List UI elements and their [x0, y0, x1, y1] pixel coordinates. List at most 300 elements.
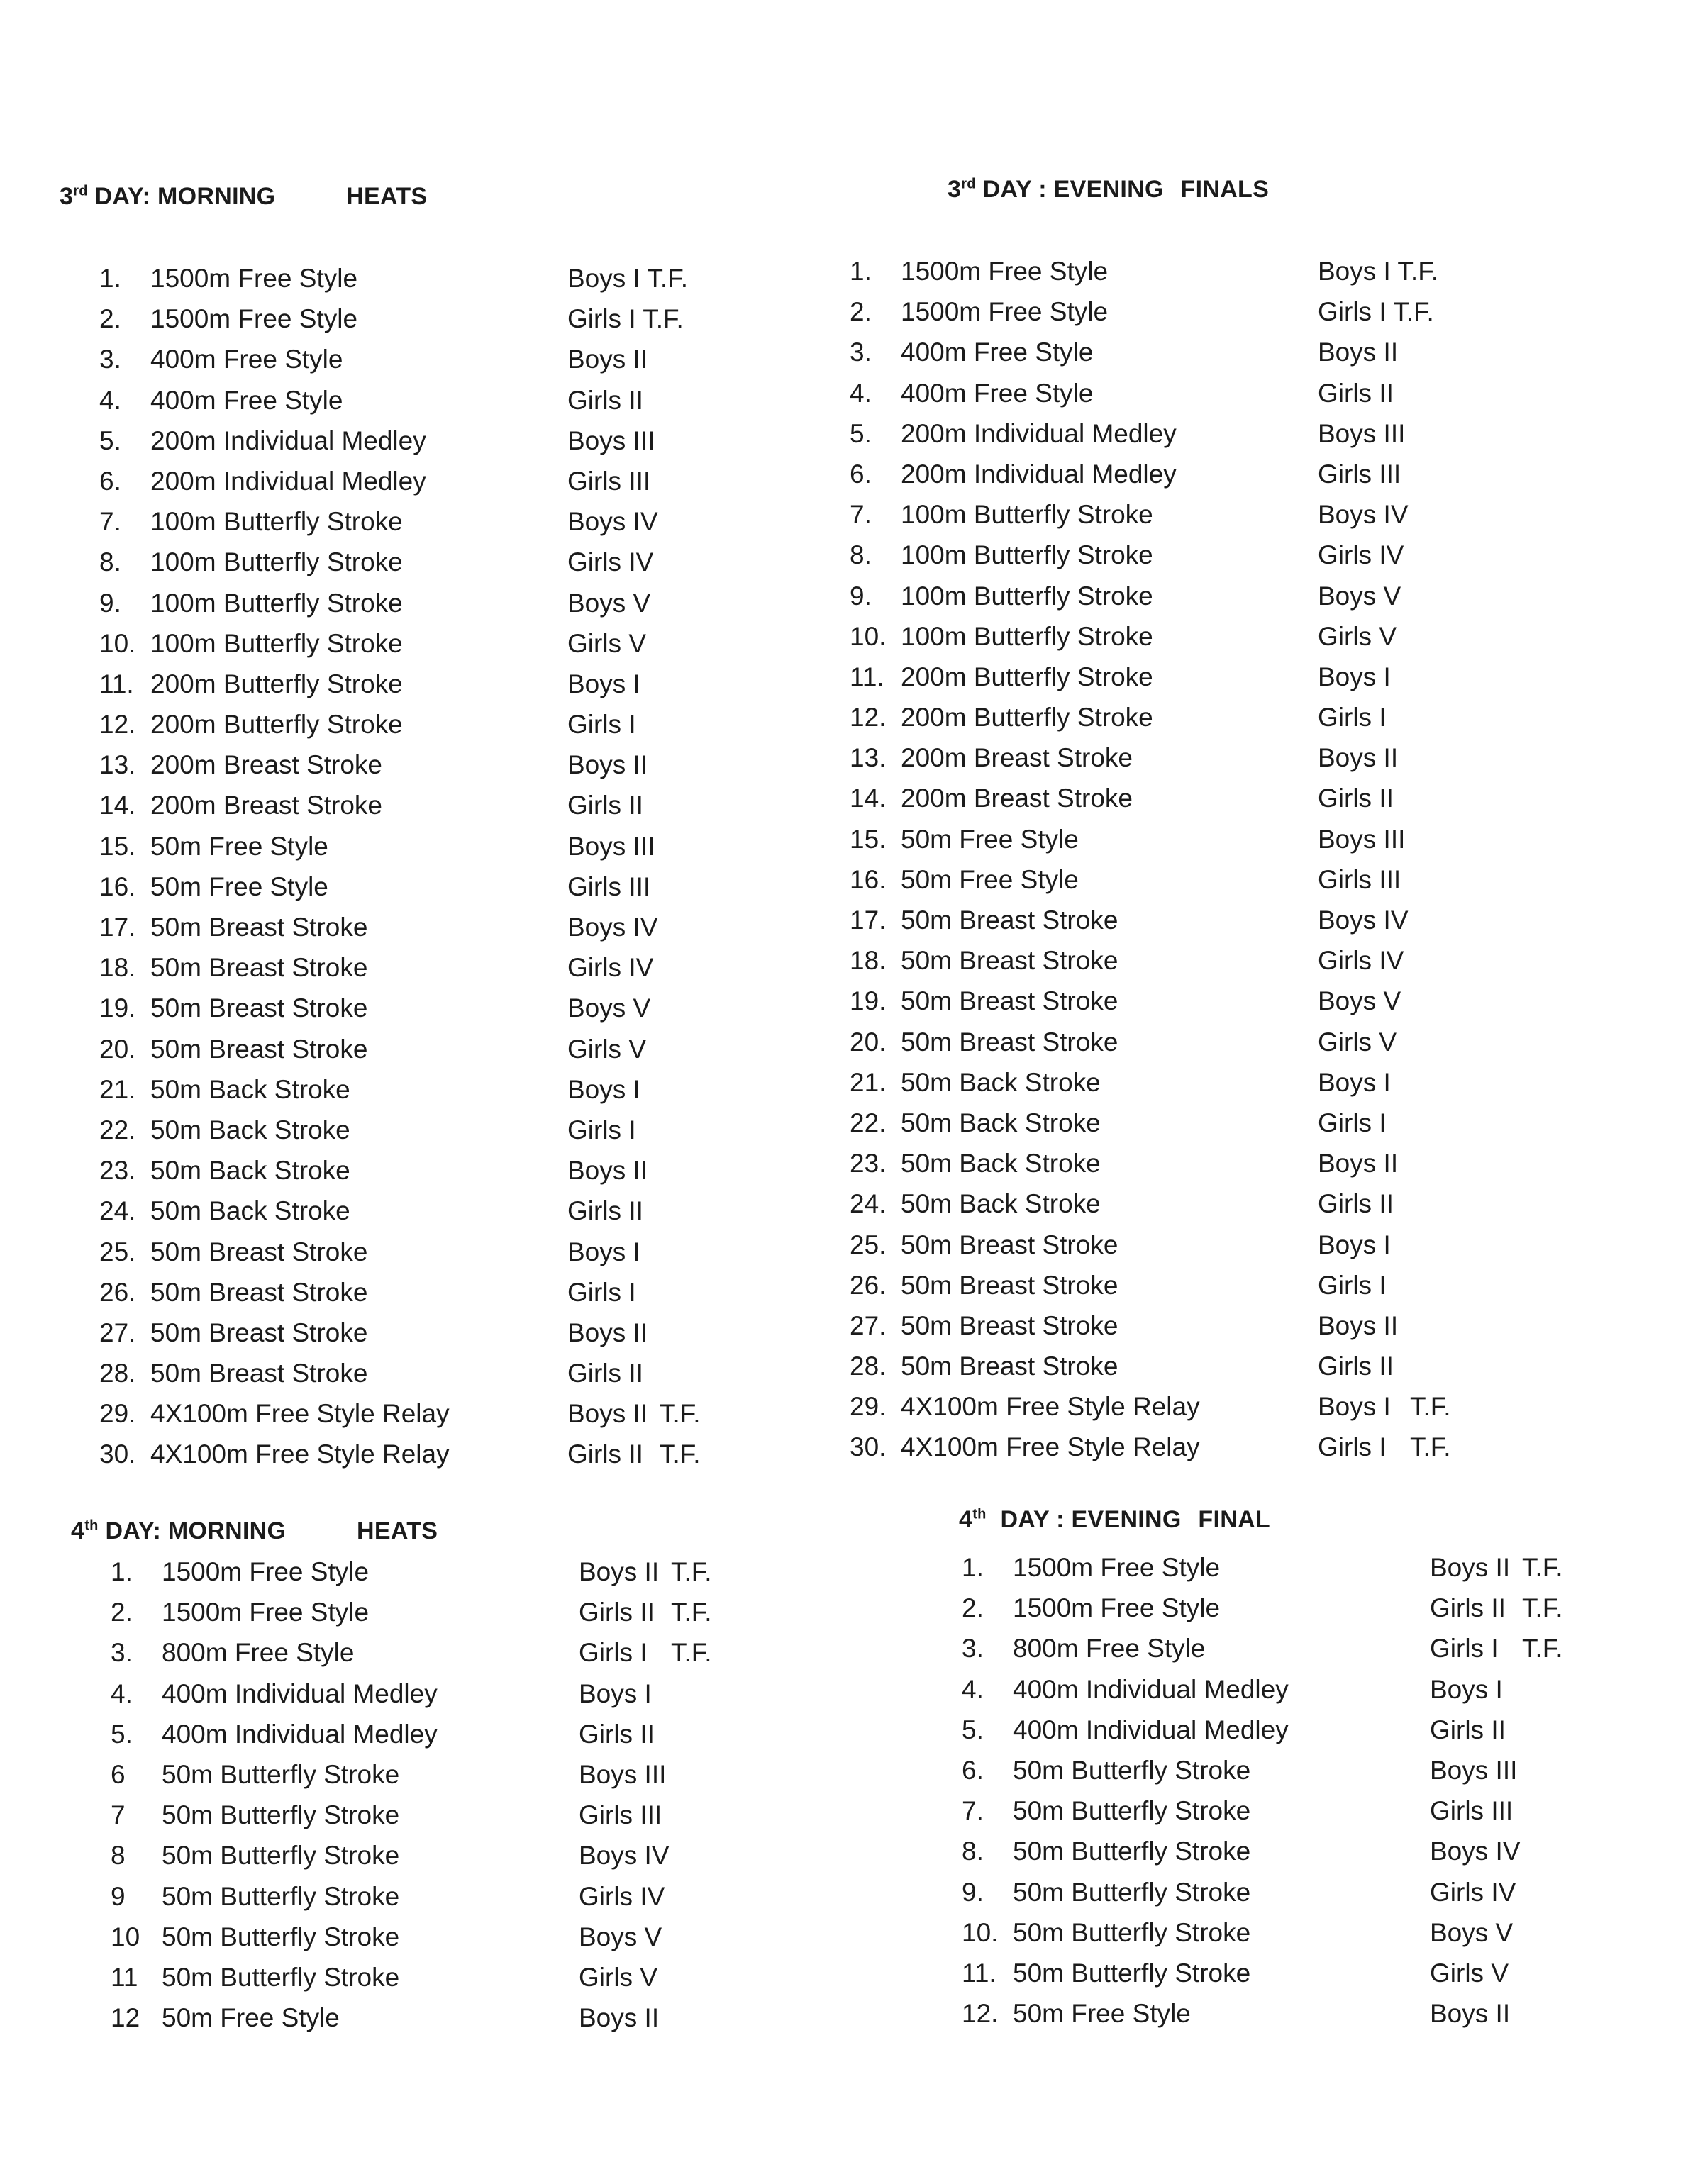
event-row [111, 1800, 848, 1841]
event-name: 50m Back Stroke [901, 1108, 1101, 1137]
event-category: Boys IV [1318, 906, 1409, 935]
event-row [99, 1196, 837, 1237]
event-number: 22. [99, 1115, 136, 1144]
event-number: 29. [850, 1392, 887, 1422]
event-row [99, 1399, 837, 1439]
event-name: 50m Back Stroke [150, 1115, 350, 1144]
event-name: 50m Butterfly Stroke [162, 1800, 400, 1830]
event-row [99, 345, 837, 385]
event-number: 12. [850, 703, 887, 732]
event-category: Boys V [1318, 986, 1401, 1016]
event-number: 8. [850, 540, 872, 570]
event-number: 19. [99, 993, 136, 1023]
event-category: Girls II [1318, 1189, 1394, 1219]
event-name: 400m Free Style [901, 378, 1094, 408]
event-name: 200m Breast Stroke [901, 743, 1133, 773]
event-row [99, 1359, 837, 1399]
event-row [850, 1068, 1587, 1108]
event-number: 20. [850, 1027, 887, 1057]
event-name: 50m Back Stroke [901, 1067, 1101, 1097]
event-number: 1. [111, 1557, 133, 1586]
event-name: 400m Free Style [901, 338, 1094, 367]
event-number: 21. [99, 1074, 136, 1104]
event-number: 14. [850, 784, 887, 813]
event-category: Girls II [579, 1719, 655, 1749]
section-title: DAY: MORNING [105, 1517, 287, 1544]
event-name: 50m Butterfly Stroke [162, 1962, 400, 1992]
event-name: 50m Breast Stroke [150, 993, 368, 1023]
event-number: 9. [99, 588, 121, 618]
event-name: 50m Free Style [162, 2003, 340, 2033]
event-number: 27. [99, 1317, 136, 1347]
event-name: 400m Individual Medley [162, 1719, 438, 1749]
event-row [850, 1108, 1587, 1149]
event-number: 5. [99, 425, 121, 455]
event-category: Girls II [567, 1359, 643, 1388]
event-category: Boys IV [1430, 1837, 1521, 1866]
event-number: 6. [99, 466, 121, 496]
timed-final-mark: T.F. [660, 1439, 701, 1469]
event-row [962, 1675, 1671, 1715]
event-number: 3. [850, 338, 872, 367]
event-name: 50m Breast Stroke [150, 1277, 368, 1307]
event-category: Girls II [1318, 784, 1394, 813]
day-number: 3 [60, 183, 74, 210]
event-number: 2. [99, 304, 121, 334]
day-suffix: rd [961, 176, 976, 192]
event-name: 400m Individual Medley [1013, 1674, 1289, 1704]
event-number: 5. [850, 418, 872, 448]
event-row [962, 1878, 1671, 1918]
event-name: 50m Butterfly Stroke [1013, 1755, 1251, 1785]
event-row [850, 906, 1587, 946]
section-heading [959, 1506, 1270, 1534]
event-row [850, 986, 1587, 1027]
timed-final-mark: T.F. [660, 1399, 701, 1429]
section-title: DAY: MORNING [94, 183, 276, 210]
section-heading [71, 1517, 438, 1545]
event-number: 10. [850, 621, 887, 651]
event-name: 400m Free Style [150, 385, 343, 415]
event-category: Boys I T.F. [1318, 257, 1438, 286]
event-row [850, 1189, 1587, 1230]
event-number: 3. [99, 345, 121, 374]
event-category: Girls III [567, 466, 651, 496]
day-suffix: rd [73, 183, 88, 199]
day-suffix: th [84, 1517, 99, 1534]
event-category: Boys I [1318, 1067, 1391, 1097]
event-row [962, 1715, 1671, 1756]
event-number: 12. [99, 710, 136, 740]
event-number: 17. [99, 913, 136, 942]
event-row [962, 1837, 1671, 1877]
event-name: 50m Free Style [1013, 1999, 1191, 2029]
event-number: 30. [850, 1432, 887, 1462]
event-name: 50m Butterfly Stroke [1013, 1958, 1251, 1988]
event-number: 6 [111, 1759, 126, 1789]
event-row [111, 1963, 848, 2003]
event-category: Girls II [1430, 1715, 1506, 1744]
event-name: 200m Breast Stroke [150, 791, 382, 820]
event-number: 11 [111, 1962, 138, 1992]
event-row [850, 257, 1587, 297]
event-number: 2. [111, 1598, 133, 1627]
event-category: Boys IV [579, 1841, 670, 1871]
event-row [850, 540, 1587, 581]
event-category: Boys III [579, 1759, 667, 1789]
event-category: Girls II [567, 791, 643, 820]
event-name: 50m Butterfly Stroke [162, 1759, 400, 1789]
event-row [111, 1760, 848, 1800]
event-row [111, 1638, 848, 1678]
event-number: 26. [99, 1277, 136, 1307]
event-number: 8. [99, 547, 121, 577]
event-row [962, 1553, 1671, 1593]
event-name: 50m Free Style [901, 864, 1079, 894]
event-name: 800m Free Style [162, 1638, 355, 1668]
event-number: 21. [850, 1067, 887, 1097]
event-number: 6. [850, 459, 872, 489]
event-number: 11. [962, 1958, 996, 1988]
event-row [111, 1922, 848, 1963]
event-name: 50m Butterfly Stroke [162, 1881, 400, 1911]
event-name: 50m Butterfly Stroke [1013, 1917, 1251, 1947]
event-row [99, 1156, 837, 1196]
day-number: 4 [71, 1517, 85, 1544]
event-row [850, 1271, 1587, 1311]
event-number: 7. [962, 1796, 984, 1826]
event-number: 17. [850, 906, 887, 935]
event-number: 30. [99, 1439, 136, 1469]
event-category: Girls V [1318, 621, 1397, 651]
event-row [99, 507, 837, 547]
event-number: 27. [850, 1310, 887, 1340]
event-name: 50m Back Stroke [150, 1196, 350, 1226]
event-category: Boys IV [567, 913, 658, 942]
event-name: 50m Breast Stroke [901, 1310, 1118, 1340]
event-row [99, 1439, 837, 1480]
event-category: Boys I [579, 1678, 652, 1708]
event-row [111, 2003, 848, 2044]
event-category: Girls V [579, 1962, 657, 1992]
event-category: Girls IV [1318, 946, 1404, 976]
day-suffix: th [972, 1506, 987, 1522]
event-name: 100m Butterfly Stroke [150, 628, 403, 658]
event-category: Boys II [1430, 1999, 1511, 2029]
event-name: 50m Back Stroke [901, 1189, 1101, 1219]
event-category: Boys I [567, 669, 640, 698]
event-number: 8. [962, 1837, 984, 1866]
event-category: Boys II [567, 1156, 648, 1186]
event-number: 10. [99, 628, 136, 658]
event-number: 4. [962, 1674, 984, 1704]
event-name: 100m Butterfly Stroke [901, 540, 1153, 570]
event-row [850, 419, 1587, 459]
section-heading [948, 176, 1269, 204]
event-name: 200m Butterfly Stroke [150, 710, 403, 740]
event-category: Girls I [579, 1638, 648, 1668]
event-name: 1500m Free Style [1013, 1593, 1221, 1623]
event-row [850, 581, 1587, 622]
section-title: DAY : EVENING [982, 176, 1164, 203]
event-row [850, 297, 1587, 338]
event-row [99, 791, 837, 831]
event-category: Boys V [567, 993, 651, 1023]
event-name: 400m Individual Medley [1013, 1715, 1289, 1744]
event-category: Boys III [567, 425, 655, 455]
event-number: 8 [111, 1841, 126, 1871]
event-name: 50m Breast Stroke [150, 913, 368, 942]
event-category: Girls II [567, 1439, 643, 1469]
event-number: 24. [850, 1189, 887, 1219]
event-category: Girls II [567, 385, 643, 415]
event-category: Boys V [1430, 1917, 1514, 1947]
event-category: Boys III [567, 831, 655, 861]
event-category: Girls III [1318, 459, 1401, 489]
event-category: Boys IV [1318, 500, 1409, 530]
event-row [99, 832, 837, 872]
section-heading [60, 183, 427, 211]
event-category: Girls IV [1318, 540, 1404, 570]
event-number: 10. [962, 1917, 999, 1947]
event-name: 50m Breast Stroke [150, 1237, 368, 1266]
event-category: Boys V [579, 1922, 662, 1951]
event-row [99, 426, 837, 467]
event-category: Boys II [567, 1317, 648, 1347]
event-name: 50m Breast Stroke [901, 1270, 1118, 1300]
event-row [850, 1432, 1587, 1473]
event-name: 4X100m Free Style Relay [150, 1439, 450, 1469]
event-number: 1. [850, 257, 872, 286]
event-category: Girls IV [567, 953, 654, 983]
event-name: 50m Butterfly Stroke [162, 1922, 400, 1951]
event-number: 11. [99, 669, 134, 698]
event-category: Girls III [567, 871, 651, 901]
event-category: Girls III [1318, 864, 1401, 894]
event-row [99, 1115, 837, 1156]
event-row [99, 304, 837, 345]
event-number: 5. [111, 1719, 133, 1749]
event-category: Girls II [579, 1598, 655, 1627]
event-name: 50m Butterfly Stroke [162, 1841, 400, 1871]
event-category: Boys I T.F. [567, 264, 688, 293]
event-category: Girls II [1318, 1352, 1394, 1381]
event-number: 12 [111, 2003, 140, 2033]
event-category: Boys II [567, 750, 648, 780]
event-category: Boys I [1318, 662, 1391, 691]
event-list [962, 1553, 1671, 2039]
event-number: 20. [99, 1034, 136, 1064]
event-row [962, 1593, 1671, 1634]
event-row [850, 703, 1587, 743]
event-row [99, 386, 837, 426]
event-category: Girls I [1318, 1432, 1387, 1462]
day-number: 3 [948, 176, 962, 203]
event-row [111, 1720, 848, 1760]
event-name: 200m Individual Medley [150, 425, 426, 455]
event-category: Girls IV [567, 547, 654, 577]
event-name: 4X100m Free Style Relay [901, 1432, 1200, 1462]
event-name: 50m Back Stroke [150, 1074, 350, 1104]
event-row [850, 500, 1587, 540]
event-name: 1500m Free Style [901, 297, 1109, 327]
event-category: Boys II [1430, 1553, 1511, 1582]
event-name: 50m Breast Stroke [150, 1359, 368, 1388]
event-number: 25. [99, 1237, 136, 1266]
event-row [962, 1756, 1671, 1796]
event-name: 50m Breast Stroke [901, 906, 1118, 935]
timed-final-mark: T.F. [671, 1638, 712, 1668]
event-category: Girls I T.F. [567, 304, 684, 334]
event-row [99, 1035, 837, 1075]
event-name: 4X100m Free Style Relay [150, 1399, 450, 1429]
event-row [99, 993, 837, 1034]
event-row [99, 547, 837, 588]
event-row [111, 1841, 848, 1881]
event-number: 29. [99, 1399, 136, 1429]
event-name: 400m Individual Medley [162, 1678, 438, 1708]
event-row [850, 1027, 1587, 1068]
event-row [99, 1278, 837, 1318]
event-row [850, 1230, 1587, 1271]
event-number: 18. [850, 946, 887, 976]
event-name: 100m Butterfly Stroke [150, 507, 403, 537]
event-number: 28. [99, 1359, 136, 1388]
event-number: 23. [99, 1156, 136, 1186]
event-row [99, 1075, 837, 1115]
event-row [850, 379, 1587, 419]
event-number: 25. [850, 1230, 887, 1259]
event-name: 400m Free Style [150, 345, 343, 374]
event-list [850, 257, 1587, 1473]
event-number: 5. [962, 1715, 984, 1744]
timed-final-mark: T.F. [1522, 1553, 1563, 1582]
event-number: 3. [111, 1638, 133, 1668]
event-name: 50m Free Style [150, 871, 328, 901]
event-row [962, 1959, 1671, 1999]
timed-final-mark: T.F. [671, 1557, 712, 1586]
event-name: 50m Butterfly Stroke [1013, 1796, 1251, 1826]
event-name: 200m Butterfly Stroke [901, 662, 1153, 691]
event-name: 50m Breast Stroke [901, 1027, 1118, 1057]
event-name: 50m Breast Stroke [150, 1034, 368, 1064]
event-name: 1500m Free Style [150, 264, 358, 293]
event-number: 14. [99, 791, 136, 820]
event-row [850, 784, 1587, 824]
event-category: Boys II [567, 1399, 648, 1429]
event-category: Girls IV [1430, 1877, 1516, 1907]
event-category: Boys V [1318, 581, 1401, 611]
event-category: Boys III [1430, 1755, 1518, 1785]
event-row [99, 1318, 837, 1359]
event-row [850, 1392, 1587, 1432]
event-category: Girls I [1318, 1108, 1387, 1137]
event-category: Girls I [1318, 703, 1387, 732]
event-row [99, 913, 837, 953]
event-category: Girls IV [579, 1881, 665, 1911]
event-name: 50m Breast Stroke [150, 953, 368, 983]
event-category: Boys II [1318, 743, 1399, 773]
event-category: Boys II [579, 1557, 660, 1586]
event-category: Boys IV [567, 507, 658, 537]
event-number: 10 [111, 1922, 140, 1951]
event-number: 15. [99, 831, 136, 861]
event-row [99, 750, 837, 791]
event-number: 9. [962, 1877, 984, 1907]
event-name: 1500m Free Style [162, 1598, 370, 1627]
event-name: 50m Breast Stroke [901, 986, 1118, 1016]
event-name: 200m Individual Medley [150, 466, 426, 496]
timed-final-mark: T.F. [671, 1598, 712, 1627]
timed-final-mark: T.F. [1522, 1593, 1563, 1623]
event-name: 100m Butterfly Stroke [150, 588, 403, 618]
event-row [850, 1352, 1587, 1392]
event-row [962, 1634, 1671, 1674]
timed-final-mark: T.F. [1410, 1392, 1451, 1422]
section-subtitle: FINAL [1198, 1506, 1270, 1533]
event-row [850, 865, 1587, 906]
section-subtitle: FINALS [1180, 176, 1270, 203]
event-category: Girls V [1318, 1027, 1397, 1057]
event-name: 50m Back Stroke [150, 1156, 350, 1186]
event-number: 11. [850, 662, 884, 691]
event-category: Girls I [1318, 1270, 1387, 1300]
event-number: 23. [850, 1149, 887, 1179]
event-row [962, 1796, 1671, 1837]
event-row [962, 1918, 1671, 1959]
event-number: 16. [850, 864, 887, 894]
event-category: Girls V [567, 1034, 646, 1064]
timed-final-mark: T.F. [1410, 1432, 1451, 1462]
event-name: 50m Breast Stroke [901, 1352, 1118, 1381]
event-number: 4. [99, 385, 121, 415]
event-number: 24. [99, 1196, 136, 1226]
event-row [111, 1882, 848, 1922]
event-list [111, 1557, 848, 2044]
section-subtitle: HEATS [357, 1517, 438, 1544]
event-row [99, 710, 837, 750]
event-number: 16. [99, 871, 136, 901]
event-name: 50m Breast Stroke [901, 946, 1118, 976]
event-category: Girls V [567, 628, 646, 658]
event-category: Girls I [567, 710, 636, 740]
event-name: 50m Butterfly Stroke [1013, 1837, 1251, 1866]
event-name: 50m Free Style [901, 824, 1079, 854]
timed-final-mark: T.F. [1522, 1634, 1563, 1664]
event-row [99, 953, 837, 993]
event-name: 100m Butterfly Stroke [901, 581, 1153, 611]
event-name: 50m Back Stroke [901, 1149, 1101, 1179]
event-name: 100m Butterfly Stroke [901, 500, 1153, 530]
event-number: 9. [850, 581, 872, 611]
event-number: 1. [962, 1553, 984, 1582]
event-category: Boys I [1430, 1674, 1503, 1704]
event-number: 12. [962, 1999, 999, 2029]
event-name: 1500m Free Style [162, 1557, 370, 1586]
event-row [111, 1679, 848, 1720]
event-row [850, 1149, 1587, 1189]
event-number: 15. [850, 824, 887, 854]
event-name: 100m Butterfly Stroke [901, 621, 1153, 651]
event-category: Girls I [1430, 1634, 1499, 1664]
event-category: Boys I [1318, 1392, 1391, 1422]
event-category: Girls I [567, 1277, 636, 1307]
event-name: 50m Butterfly Stroke [1013, 1877, 1251, 1907]
event-name: 200m Individual Medley [901, 418, 1177, 448]
event-category: Girls I [567, 1115, 636, 1144]
event-name: 4X100m Free Style Relay [901, 1392, 1200, 1422]
event-row [99, 872, 837, 913]
